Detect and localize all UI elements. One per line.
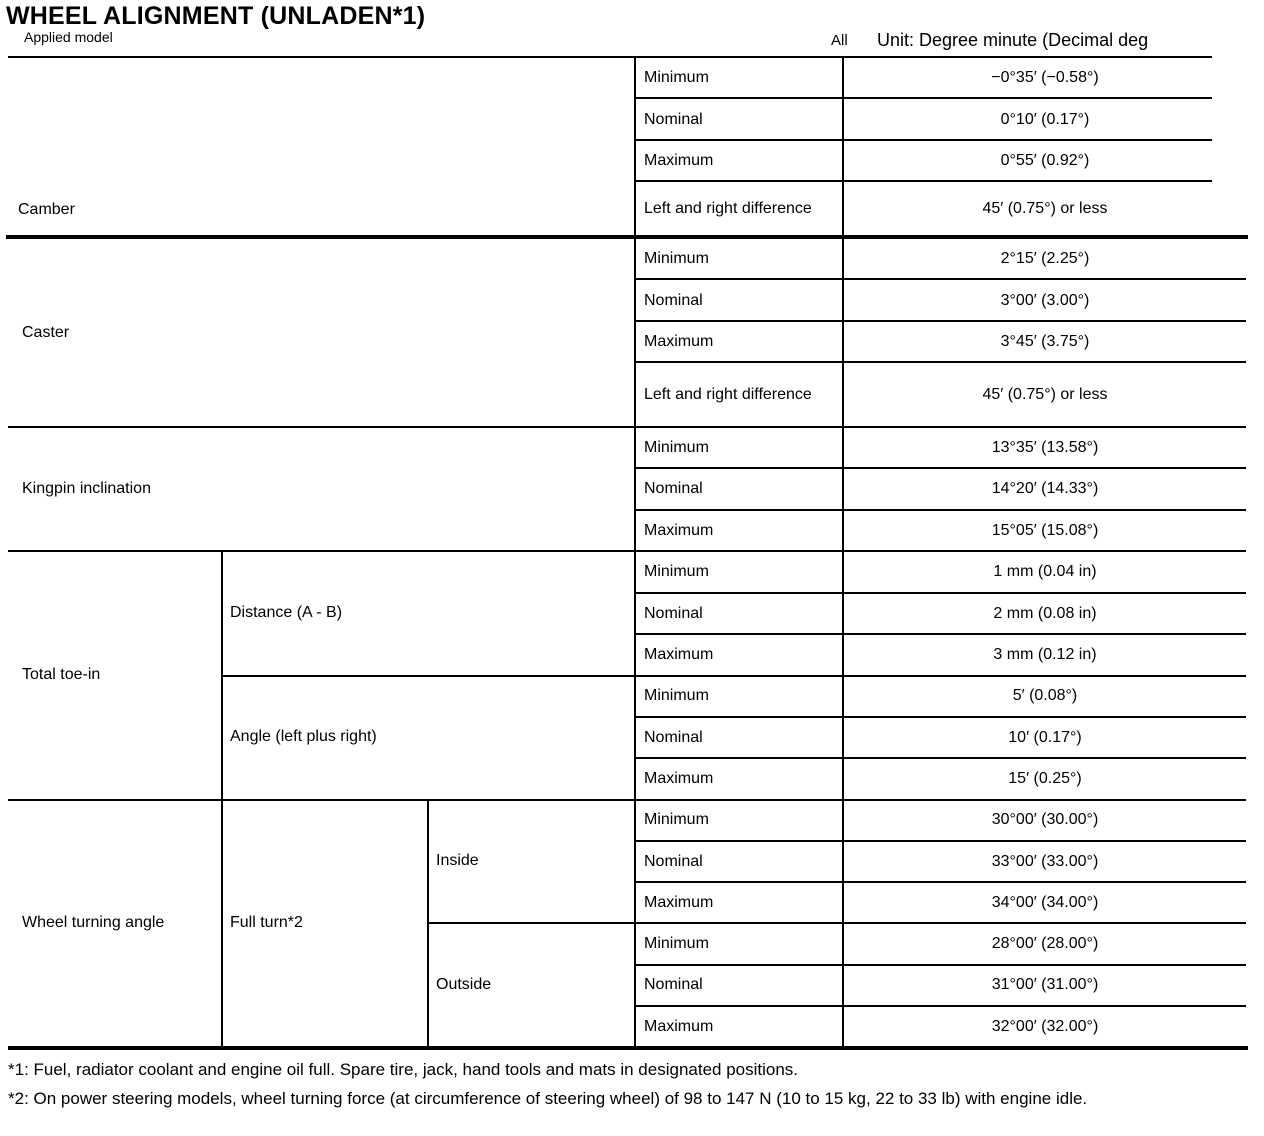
row-10-value: 15°05′ (15.08°) (991, 521, 1099, 539)
item-toe-distance: Distance (A - B) (230, 604, 343, 621)
item-inside: Inside (436, 852, 479, 869)
row-14-value: 5′ (0.08°) (1012, 687, 1078, 704)
row-17-value: 30°00′ (30.00°) (991, 811, 1099, 828)
row-7-value: 45′ (0.75°) or less (982, 385, 1108, 403)
item-full-turn: Full turn*2 (230, 914, 303, 931)
row-15-param: Nominal (644, 728, 703, 746)
row-0-value: −0°35′ (−0.58°) (991, 69, 1099, 86)
row-19-value: 34°00′ (34.00°) (991, 893, 1099, 911)
row-12-param: Nominal (644, 604, 703, 622)
row-8-param: Minimum (644, 438, 709, 456)
row-16-value: 15′ (0.25°) (1008, 769, 1082, 787)
applied-model-label: Applied model (24, 29, 113, 45)
item-caster: Caster (22, 324, 70, 341)
row-19-param: Maximum (644, 893, 714, 911)
row-4-param: Minimum (644, 249, 709, 267)
row-2-value: 0°55′ (0.92°) (1000, 151, 1090, 169)
row-21-param: Nominal (644, 976, 703, 993)
row-5-param: Nominal (644, 291, 703, 309)
row-2-param: Maximum (644, 151, 714, 169)
row-14-param: Minimum (644, 687, 709, 704)
row-1-value: 0°10′ (0.17°) (1000, 110, 1090, 128)
row-15-value: 10′ (0.17°) (1008, 728, 1082, 746)
row-22-param: Maximum (644, 1017, 714, 1035)
row-7-param: Left and right difference (644, 385, 812, 403)
row-8-value: 13°35′ (13.58°) (991, 438, 1099, 456)
page-title: WHEEL ALIGNMENT (UNLADEN*1) (6, 2, 426, 30)
row-21-value: 31°00′ (31.00°) (991, 976, 1099, 993)
row-22-value: 32°00′ (32.00°) (991, 1017, 1099, 1035)
row-4-value: 2°15′ (2.25°) (1000, 249, 1090, 267)
row-20-param: Minimum (644, 934, 709, 952)
item-kingpin: Kingpin inclination (22, 480, 151, 497)
row-6-param: Maximum (644, 332, 714, 350)
footnote-2: *2: On power steering models, wheel turning force (at circumference of steering wheel) of 98 to 147 N (10 to 15 kg, 22 to 33 lb) with engine idle. (8, 1089, 1088, 1108)
row-3-param: Left and right difference (644, 200, 812, 217)
row-18-param: Nominal (644, 852, 703, 870)
item-outside: Outside (436, 976, 492, 993)
row-16-param: Maximum (644, 769, 714, 787)
row-20-value: 28°00′ (28.00°) (991, 934, 1099, 952)
row-11-value: 1 mm (0.04 in) (993, 563, 1097, 580)
row-9-param: Nominal (644, 480, 703, 497)
row-0-param: Minimum (644, 69, 709, 86)
row-12-value: 2 mm (0.08 in) (993, 604, 1097, 622)
item-camber: Camber (18, 201, 75, 218)
row-3-value: 45′ (0.75°) or less (982, 200, 1108, 217)
row-13-param: Maximum (644, 645, 714, 663)
applied-model-value: All (831, 32, 848, 49)
row-17-param: Minimum (644, 811, 709, 828)
row-10-param: Maximum (644, 521, 714, 539)
footnote-1: *1: Fuel, radiator coolant and engine oil full. Spare tire, jack, hand tools and mats in designated positions. (8, 1060, 799, 1079)
row-13-value: 3 mm (0.12 in) (993, 645, 1097, 663)
unit-label: Unit: Degree minute (Decimal deg (877, 30, 1149, 50)
row-9-value: 14°20′ (14.33°) (991, 480, 1099, 497)
item-total-toe-in: Total toe-in (22, 666, 101, 683)
row-18-value: 33°00′ (33.00°) (991, 852, 1099, 870)
item-wheel-turning-angle: Wheel turning angle (22, 914, 165, 931)
row-1-param: Nominal (644, 110, 703, 128)
row-11-param: Minimum (644, 563, 709, 580)
row-6-value: 3°45′ (3.75°) (1000, 332, 1090, 350)
item-toe-angle: Angle (left plus right) (230, 728, 377, 745)
row-5-value: 3°00′ (3.00°) (1000, 291, 1090, 309)
